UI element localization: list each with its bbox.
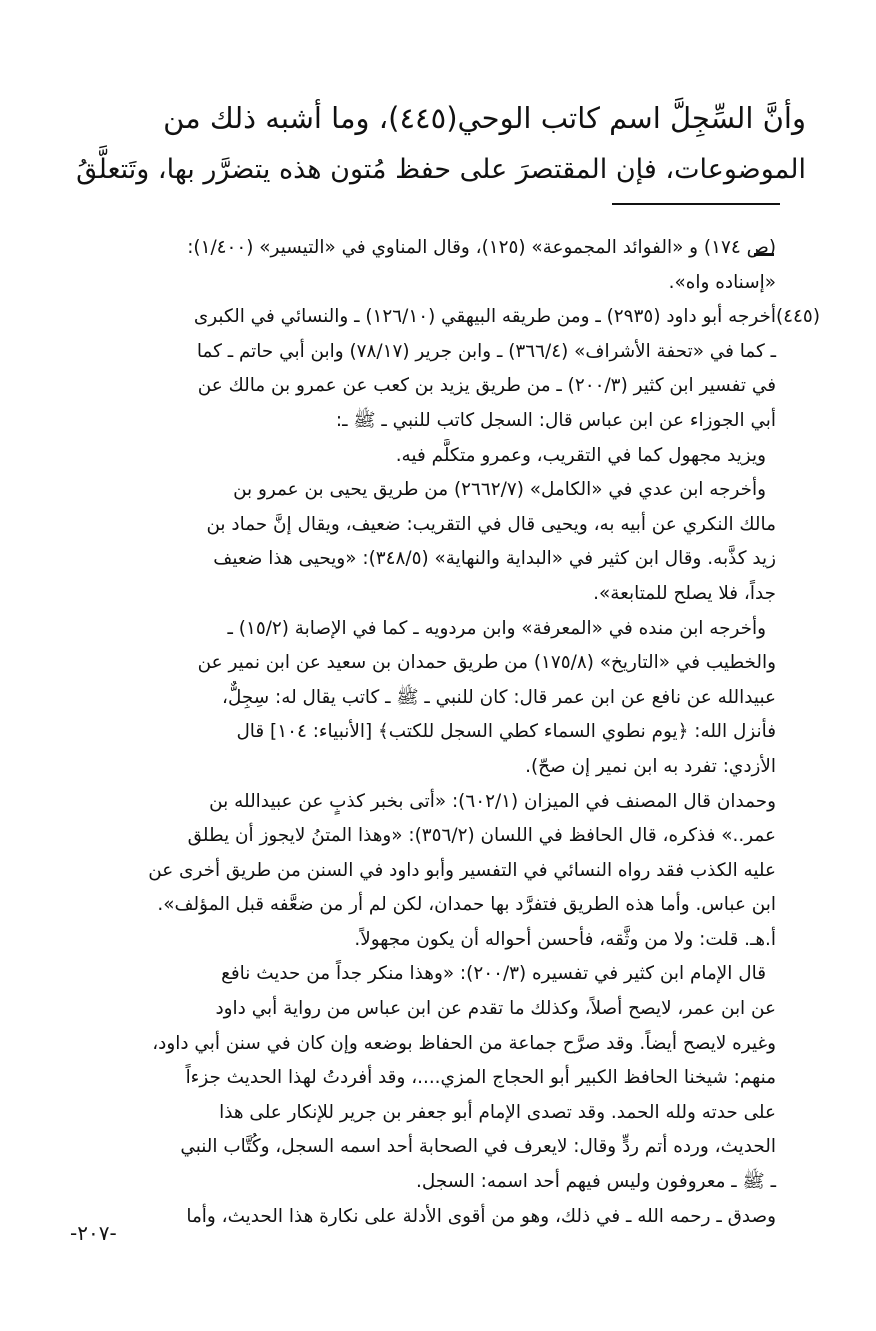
footnote-445-line-9: جداً، فلا يصلح للمتابعة». xyxy=(593,582,776,604)
footnote-445-line-22: وغيره لايصح أيضاً. وقد صرَّح جماعة من الحفاظ بوضعه وإن كان في سنن أبي داود، xyxy=(152,1032,776,1054)
main-text-block xyxy=(70,92,806,196)
footnote-separator-rule xyxy=(612,203,780,205)
footnote-445-line-19: أ.هـ. قلت: ولا من وثَّقه، فأحسن أحواله أن يكون مجهولاً. xyxy=(354,928,776,950)
footnote-445-line-23: منهم: شيخنا الحافظ الكبير أبو الحجاج المزي....، وقد أفردتُ لهذا الحديث جزءاً xyxy=(185,1067,776,1089)
footnote-445-line-8: زيد كذَّبه. وقال ابن كثير في «البداية والنهاية» (٣٤٨/٥): «ويحيى هذا ضعيف xyxy=(213,548,776,570)
footnote-445-line-15: وحمدان قال المصنف في الميزان (٦٠٢/١): «أتى بخبر كذبٍ عن عبيدالله بن xyxy=(209,790,776,812)
footnote-445-line-25: الحديث، ورده أتم ردٍّ وقال: لايعرف في الصحابة أحد اسمه السجل، وكُتَّاب النبي xyxy=(180,1136,776,1158)
page-number: -٢٠٧- xyxy=(70,1221,117,1245)
main-text-line-2: الموضوعات، فإن المقتصرَ على حفظ مُتون هذه يتضرَّر بها، وتَتعلَّقُ xyxy=(76,154,806,185)
footnote-445-line-26: ـ ﷺ ـ معروفون وليس فيهم أحد اسمه: السجل. xyxy=(416,1171,776,1193)
footnote-445-line-12: عبيدالله عن نافع عن ابن عمر قال: كان للنبي ـ ﷺ ـ كاتب يقال له: سِجِلٌّ، xyxy=(222,686,776,708)
footnote-445-line-10: وأخرجه ابن منده في «المعرفة» وابن مردويه ـ كما في الإصابة (١٥/٢) ـ xyxy=(227,617,766,639)
footnote-445-line-11: والخطيب في «التاريخ» (١٧٥/٨) من طريق حمدان بن سعيد عن ابن نمير عن xyxy=(197,652,776,674)
footnote-445-line-16: عمر..» فذكره، قال الحافظ في اللسان (٣٥٦/٢): «وهذا المتنُ لايجوز أن يطلق xyxy=(187,825,776,847)
footnote-445-line-17: عليه الكذب فقد رواه النسائي في التفسير وأبو داود في السنن من طريق أخرى عن xyxy=(148,859,776,881)
footnote-445-line-7: مالك النكري عن أبيه به، ويحيى قال في التقريب: ضعيف، ويقال إنَّ حماد بن xyxy=(206,513,776,535)
footnote-445-line-24: على حدته ولله الحمد. وقد تصدى الإمام أبو جعفر بن جرير للإنكار على هذا xyxy=(219,1101,776,1123)
footnote-continued-line-1: (ص ١٧٤) و «الفوائد المجموعة» (١٢٥)، وقال المناوي في «التيسير» (١/٤٠٠): xyxy=(187,237,776,258)
footnote-continued-line-2: «إسناده واه». xyxy=(668,271,776,293)
footnote-445-line-27: وصدق ـ رحمه الله ـ في ذلك، وهو من أقوى الأدلة على نكارة هذا الحديث، وأما xyxy=(186,1205,776,1227)
footnote-445-line-2: ـ كما في «تحفة الأشراف» (٣٦٦/٤) ـ وابن جرير (٧٨/١٧) وابن أبي حاتم ـ كما xyxy=(196,340,776,362)
footnote-445-line-1: أخرجه أبو داود (٢٩٣٥) ـ ومن طريقه البيهقي (١٢٦/١٠) ـ والنسائي في الكبرى xyxy=(193,306,776,328)
footnote-445-line-18: ابن عباس. وأما هذه الطريق فتفرَّد بها حمدان، لكن لم أر من ضعَّفه قبل المؤلف». xyxy=(157,894,776,916)
footnote-445-line-20: قال الإمام ابن كثير في تفسيره (٢٠٠/٣): «وهذا منكر جداً من حديث نافع xyxy=(221,963,766,985)
footnote-number-445: (٤٤٥) xyxy=(775,306,820,328)
footnote-445-line-4: أبي الجوزاء عن ابن عباس قال: السجل كاتب للنبي ـ ﷺ ـ: xyxy=(335,409,776,431)
footnote-445-line-14: الأزدي: تفرد به ابن نمير إن صحّ). xyxy=(525,755,776,777)
main-text-line-1: وأنَّ السِّجِلَّ اسم كاتب الوحي(٤٤٥)، وما أشبه ذلك من xyxy=(163,101,806,135)
footnote-445-line-5: ويزيد مجهول كما في التقريب، وعمرو متكلَّم فيه. xyxy=(395,444,766,466)
footnote-445-line-13: فأنزل الله: ﴿يوم نطوي السماء كطي السجل للكتب﴾ [الأنبياء: ١٠٤] قال xyxy=(236,721,776,743)
footnote-445-first-line xyxy=(70,300,820,335)
footnote-445-line-3: في تفسير ابن كثير (٢٠٠/٣) ـ من طريق يزيد بن كعب عن عمرو بن مالك عن xyxy=(197,375,776,397)
footnotes-block xyxy=(70,231,820,1234)
footnote-445-line-6: وأخرجه ابن عدي في «الكامل» (٢٦٦٢/٧) من طريق يحيى بن عمرو بن xyxy=(233,479,766,501)
footnote-445-line-21: عن ابن عمر، لايصح أصلاً، وكذلك ما تقدم عن ابن عباس من رواية أبي داود xyxy=(215,998,776,1020)
